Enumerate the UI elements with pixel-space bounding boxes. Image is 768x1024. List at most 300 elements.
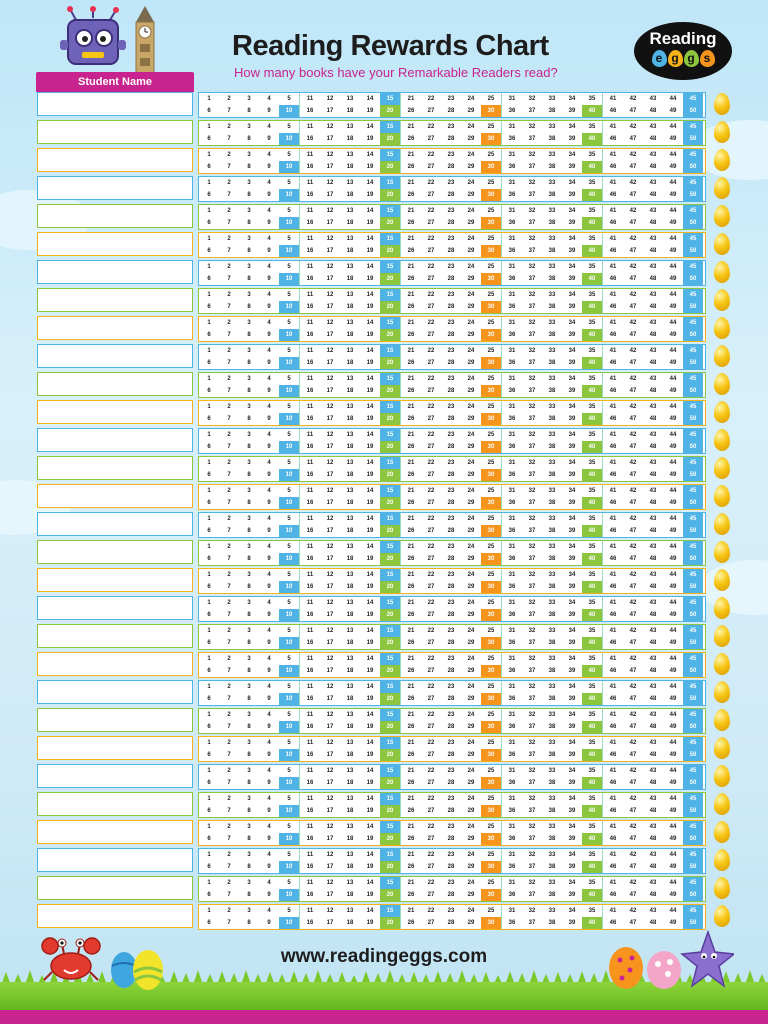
tally-cell[interactable]: 50 xyxy=(683,525,703,537)
tally-cell[interactable]: 22 xyxy=(427,320,435,326)
tally-cell[interactable]: 10 xyxy=(279,329,299,341)
tally-cell[interactable]: 39 xyxy=(568,136,576,142)
tally-cell[interactable]: 23 xyxy=(447,908,455,914)
tally-cell[interactable]: 7 xyxy=(227,696,231,702)
tally-cell[interactable]: 43 xyxy=(649,96,657,102)
tally-cell[interactable]: 11 xyxy=(306,712,314,718)
tally-cell[interactable]: 24 xyxy=(467,488,475,494)
tally-cell[interactable]: 20 xyxy=(380,273,400,285)
tally-cell[interactable]: 6 xyxy=(207,388,211,394)
tally-cell[interactable]: 38 xyxy=(548,360,556,366)
tally-cell[interactable]: 8 xyxy=(247,584,251,590)
tally-cell[interactable]: 11 xyxy=(306,348,314,354)
tally-cell[interactable]: 41 xyxy=(609,656,617,662)
tally-cell[interactable]: 31 xyxy=(508,292,516,298)
tally-cell[interactable]: 4 xyxy=(267,124,271,130)
tally-cell[interactable]: 36 xyxy=(508,584,516,590)
tally-cell[interactable]: 8 xyxy=(247,360,251,366)
tally-cell[interactable]: 10 xyxy=(279,469,299,481)
tally-cell[interactable]: 29 xyxy=(467,388,475,394)
tally-cell[interactable]: 4 xyxy=(267,488,271,494)
tally-cell[interactable]: 24 xyxy=(467,292,475,298)
tally-cell[interactable]: 24 xyxy=(467,880,475,886)
tally-cell[interactable]: 43 xyxy=(649,880,657,886)
tally-cell[interactable]: 2 xyxy=(227,236,231,242)
tally-cell[interactable]: 31 xyxy=(508,180,516,186)
tally-cell[interactable]: 33 xyxy=(548,460,556,466)
tally-cell[interactable]: 7 xyxy=(227,192,231,198)
tally-cell[interactable]: 26 xyxy=(407,892,415,898)
tally-cell[interactable]: 1 xyxy=(207,152,211,158)
tally-cell[interactable]: 50 xyxy=(683,553,703,565)
tally-cell[interactable]: 20 xyxy=(380,217,400,229)
tally-cell[interactable]: 41 xyxy=(609,572,617,578)
tally-cell[interactable]: 24 xyxy=(467,432,475,438)
tally-cell[interactable]: 14 xyxy=(366,348,374,354)
tally-cell[interactable]: 40 xyxy=(582,357,602,369)
tally-cell[interactable]: 2 xyxy=(227,544,231,550)
tally-cell[interactable]: 30 xyxy=(481,441,501,453)
tally-cell[interactable]: 19 xyxy=(366,416,374,422)
tally-cell[interactable]: 3 xyxy=(247,740,251,746)
tally-cell[interactable]: 46 xyxy=(609,164,617,170)
tally-cell[interactable]: 26 xyxy=(407,556,415,562)
tally-cell[interactable]: 2 xyxy=(227,768,231,774)
tally-cell[interactable]: 21 xyxy=(407,348,415,354)
tally-cell[interactable]: 1 xyxy=(207,124,211,130)
tally-cell[interactable]: 22 xyxy=(427,152,435,158)
tally-cell[interactable]: 24 xyxy=(467,208,475,214)
tally-cell[interactable]: 22 xyxy=(427,656,435,662)
tally-cell[interactable]: 39 xyxy=(568,332,576,338)
tally-cell[interactable]: 20 xyxy=(380,693,400,705)
tally-cell[interactable]: 2 xyxy=(227,348,231,354)
tally-cell[interactable]: 49 xyxy=(669,584,677,590)
tally-cell[interactable]: 23 xyxy=(447,124,455,130)
tally-cell[interactable]: 11 xyxy=(306,96,314,102)
tally-cell[interactable]: 20 xyxy=(380,497,400,509)
tally-cell[interactable]: 7 xyxy=(227,444,231,450)
tally-cell[interactable]: 5 xyxy=(287,656,291,662)
tally-cell[interactable]: 12 xyxy=(326,516,334,522)
tally-cell[interactable]: 34 xyxy=(568,796,576,802)
tally-cell[interactable]: 36 xyxy=(508,164,516,170)
tally-cell[interactable]: 29 xyxy=(467,780,475,786)
tally-cell[interactable]: 30 xyxy=(481,861,501,873)
tally-cell[interactable]: 7 xyxy=(227,584,231,590)
tally-cell[interactable]: 23 xyxy=(447,376,455,382)
tally-cell[interactable]: 26 xyxy=(407,640,415,646)
tally-cell[interactable]: 46 xyxy=(609,892,617,898)
tally-cell[interactable]: 33 xyxy=(548,516,556,522)
tally-cell[interactable]: 45 xyxy=(683,485,703,497)
tally-cell[interactable]: 41 xyxy=(609,488,617,494)
tally-cell[interactable]: 21 xyxy=(407,460,415,466)
tally-cell[interactable]: 41 xyxy=(609,740,617,746)
tally-cell[interactable]: 43 xyxy=(649,544,657,550)
tally-cell[interactable]: 31 xyxy=(508,908,516,914)
tally-cell[interactable]: 44 xyxy=(669,572,677,578)
tally-cell[interactable]: 12 xyxy=(326,572,334,578)
tally-cell[interactable]: 14 xyxy=(366,628,374,634)
tally-cell[interactable]: 26 xyxy=(407,164,415,170)
tally-cell[interactable]: 25 xyxy=(487,348,495,354)
tally-cell[interactable]: 33 xyxy=(548,376,556,382)
tally-cell[interactable]: 48 xyxy=(649,248,657,254)
tally-cell[interactable]: 45 xyxy=(683,373,703,385)
tally-cell[interactable]: 24 xyxy=(467,236,475,242)
tally-cell[interactable]: 38 xyxy=(548,724,556,730)
tally-cell[interactable]: 49 xyxy=(669,780,677,786)
tally-cell[interactable]: 50 xyxy=(683,693,703,705)
tally-cell[interactable]: 32 xyxy=(528,740,536,746)
tally-cell[interactable]: 19 xyxy=(366,892,374,898)
tally-cell[interactable]: 15 xyxy=(380,513,400,525)
tally-cell[interactable]: 20 xyxy=(380,861,400,873)
tally-cell[interactable]: 13 xyxy=(346,488,354,494)
tally-cell[interactable]: 3 xyxy=(247,208,251,214)
tally-cell[interactable]: 47 xyxy=(629,444,637,450)
tally-cell[interactable]: 33 xyxy=(548,880,556,886)
tally-cell[interactable]: 20 xyxy=(380,553,400,565)
tally-cell[interactable]: 43 xyxy=(649,264,657,270)
tally-cell[interactable]: 6 xyxy=(207,220,211,226)
tally-cell[interactable]: 31 xyxy=(508,320,516,326)
tally-cell[interactable]: 15 xyxy=(380,429,400,441)
tally-cell[interactable]: 13 xyxy=(346,208,354,214)
tally-cell[interactable]: 1 xyxy=(207,376,211,382)
tally-cell[interactable]: 49 xyxy=(669,304,677,310)
tally-cell[interactable]: 42 xyxy=(629,544,637,550)
tally-cell[interactable]: 29 xyxy=(467,752,475,758)
tally-cell[interactable]: 46 xyxy=(609,220,617,226)
tally-cell[interactable]: 29 xyxy=(467,724,475,730)
tally-cell[interactable]: 19 xyxy=(366,500,374,506)
tally-cell[interactable]: 49 xyxy=(669,192,677,198)
tally-cell[interactable]: 27 xyxy=(427,864,435,870)
tally-cell[interactable]: 8 xyxy=(247,920,251,926)
tally-cell[interactable]: 27 xyxy=(427,612,435,618)
tally-cell[interactable]: 17 xyxy=(326,416,334,422)
tally-cell[interactable]: 13 xyxy=(346,264,354,270)
tally-cell[interactable]: 36 xyxy=(508,220,516,226)
tally-cell[interactable]: 19 xyxy=(366,556,374,562)
tally-cell[interactable]: 41 xyxy=(609,180,617,186)
tally-cell[interactable]: 13 xyxy=(346,320,354,326)
student-name-field[interactable] xyxy=(37,680,193,704)
tally-cell[interactable]: 1 xyxy=(207,264,211,270)
tally-cell[interactable]: 6 xyxy=(207,332,211,338)
tally-cell[interactable]: 2 xyxy=(227,264,231,270)
tally-cell[interactable]: 36 xyxy=(508,724,516,730)
tally-cell[interactable]: 17 xyxy=(326,388,334,394)
tally-cell[interactable]: 35 xyxy=(588,600,596,606)
tally-cell[interactable]: 6 xyxy=(207,696,211,702)
tally-cell[interactable]: 44 xyxy=(669,628,677,634)
tally-cell[interactable]: 32 xyxy=(528,572,536,578)
tally-cell[interactable]: 45 xyxy=(683,653,703,665)
tally-cell[interactable]: 46 xyxy=(609,864,617,870)
student-name-field[interactable] xyxy=(37,428,193,452)
tally-cell[interactable]: 6 xyxy=(207,612,211,618)
tally-cell[interactable]: 37 xyxy=(528,164,536,170)
tally-cell[interactable]: 47 xyxy=(629,724,637,730)
tally-cell[interactable]: 17 xyxy=(326,276,334,282)
tally-cell[interactable]: 31 xyxy=(508,152,516,158)
tally-cell[interactable]: 15 xyxy=(380,877,400,889)
tally-cell[interactable]: 8 xyxy=(247,892,251,898)
tally-cell[interactable]: 28 xyxy=(447,668,455,674)
tally-cell[interactable]: 18 xyxy=(346,248,354,254)
tally-cell[interactable]: 48 xyxy=(649,472,657,478)
tally-cell[interactable]: 26 xyxy=(407,472,415,478)
tally-cell[interactable]: 42 xyxy=(629,656,637,662)
tally-cell[interactable]: 21 xyxy=(407,264,415,270)
tally-cell[interactable]: 35 xyxy=(588,404,596,410)
tally-cell[interactable]: 17 xyxy=(326,304,334,310)
tally-cell[interactable]: 31 xyxy=(508,628,516,634)
tally-cell[interactable]: 19 xyxy=(366,696,374,702)
tally-cell[interactable]: 43 xyxy=(649,488,657,494)
tally-cell[interactable]: 4 xyxy=(267,684,271,690)
tally-cell[interactable]: 48 xyxy=(649,192,657,198)
tally-cell[interactable]: 38 xyxy=(548,808,556,814)
tally-cell[interactable]: 46 xyxy=(609,584,617,590)
tally-cell[interactable]: 5 xyxy=(287,180,291,186)
tally-cell[interactable]: 5 xyxy=(287,404,291,410)
tally-cell[interactable]: 40 xyxy=(582,497,602,509)
tally-cell[interactable]: 3 xyxy=(247,180,251,186)
tally-cell[interactable]: 10 xyxy=(279,525,299,537)
tally-cell[interactable]: 17 xyxy=(326,640,334,646)
tally-cell[interactable]: 47 xyxy=(629,612,637,618)
tally-cell[interactable]: 37 xyxy=(528,360,536,366)
tally-cell[interactable]: 11 xyxy=(306,544,314,550)
tally-cell[interactable]: 7 xyxy=(227,780,231,786)
tally-cell[interactable]: 20 xyxy=(380,889,400,901)
tally-cell[interactable]: 16 xyxy=(306,108,314,114)
tally-cell[interactable]: 7 xyxy=(227,668,231,674)
tally-cell[interactable]: 18 xyxy=(346,192,354,198)
tally-cell[interactable]: 21 xyxy=(407,852,415,858)
tally-cell[interactable]: 50 xyxy=(683,189,703,201)
tally-cell[interactable]: 16 xyxy=(306,248,314,254)
tally-cell[interactable]: 49 xyxy=(669,276,677,282)
tally-cell[interactable]: 2 xyxy=(227,572,231,578)
tally-cell[interactable]: 38 xyxy=(548,388,556,394)
tally-cell[interactable]: 19 xyxy=(366,248,374,254)
tally-cell[interactable]: 21 xyxy=(407,824,415,830)
tally-cell[interactable]: 14 xyxy=(366,180,374,186)
tally-cell[interactable]: 14 xyxy=(366,684,374,690)
tally-cell[interactable]: 32 xyxy=(528,292,536,298)
tally-cell[interactable]: 15 xyxy=(380,373,400,385)
tally-cell[interactable]: 46 xyxy=(609,528,617,534)
tally-cell[interactable]: 42 xyxy=(629,320,637,326)
tally-cell[interactable]: 38 xyxy=(548,164,556,170)
tally-cell[interactable]: 45 xyxy=(683,541,703,553)
tally-cell[interactable]: 46 xyxy=(609,836,617,842)
tally-cell[interactable]: 20 xyxy=(380,357,400,369)
tally-cell[interactable]: 22 xyxy=(427,684,435,690)
tally-cell[interactable]: 4 xyxy=(267,656,271,662)
tally-cell[interactable]: 47 xyxy=(629,528,637,534)
tally-cell[interactable]: 3 xyxy=(247,376,251,382)
tally-cell[interactable]: 32 xyxy=(528,264,536,270)
tally-cell[interactable]: 50 xyxy=(683,217,703,229)
tally-cell[interactable]: 8 xyxy=(247,836,251,842)
tally-cell[interactable]: 36 xyxy=(508,892,516,898)
tally-cell[interactable]: 46 xyxy=(609,360,617,366)
tally-cell[interactable]: 18 xyxy=(346,584,354,590)
tally-cell[interactable]: 17 xyxy=(326,808,334,814)
tally-cell[interactable]: 24 xyxy=(467,96,475,102)
tally-cell[interactable]: 44 xyxy=(669,292,677,298)
tally-cell[interactable]: 30 xyxy=(481,469,501,481)
tally-cell[interactable]: 39 xyxy=(568,528,576,534)
tally-cell[interactable]: 13 xyxy=(346,684,354,690)
tally-cell[interactable]: 49 xyxy=(669,752,677,758)
tally-cell[interactable]: 7 xyxy=(227,864,231,870)
tally-cell[interactable]: 48 xyxy=(649,444,657,450)
tally-cell[interactable]: 47 xyxy=(629,192,637,198)
tally-cell[interactable]: 49 xyxy=(669,360,677,366)
tally-cell[interactable]: 9 xyxy=(267,836,271,842)
tally-cell[interactable]: 35 xyxy=(588,208,596,214)
tally-cell[interactable]: 49 xyxy=(669,164,677,170)
tally-cell[interactable]: 7 xyxy=(227,612,231,618)
tally-cell[interactable]: 26 xyxy=(407,332,415,338)
tally-cell[interactable]: 34 xyxy=(568,712,576,718)
tally-cell[interactable]: 28 xyxy=(447,724,455,730)
tally-cell[interactable]: 32 xyxy=(528,152,536,158)
tally-cell[interactable]: 18 xyxy=(346,388,354,394)
tally-cell[interactable]: 4 xyxy=(267,880,271,886)
tally-cell[interactable]: 26 xyxy=(407,584,415,590)
tally-cell[interactable]: 20 xyxy=(380,665,400,677)
tally-cell[interactable]: 35 xyxy=(588,516,596,522)
tally-cell[interactable]: 37 xyxy=(528,696,536,702)
tally-cell[interactable]: 8 xyxy=(247,304,251,310)
tally-cell[interactable]: 35 xyxy=(588,236,596,242)
tally-cell[interactable]: 1 xyxy=(207,600,211,606)
tally-cell[interactable]: 34 xyxy=(568,824,576,830)
tally-cell[interactable]: 8 xyxy=(247,668,251,674)
tally-cell[interactable]: 47 xyxy=(629,836,637,842)
tally-cell[interactable]: 12 xyxy=(326,628,334,634)
tally-cell[interactable]: 34 xyxy=(568,544,576,550)
tally-cell[interactable]: 17 xyxy=(326,892,334,898)
tally-cell[interactable]: 46 xyxy=(609,304,617,310)
tally-cell[interactable]: 48 xyxy=(649,724,657,730)
tally-cell[interactable]: 48 xyxy=(649,304,657,310)
tally-cell[interactable]: 40 xyxy=(582,777,602,789)
tally-cell[interactable]: 49 xyxy=(669,668,677,674)
tally-cell[interactable]: 22 xyxy=(427,236,435,242)
tally-cell[interactable]: 18 xyxy=(346,304,354,310)
tally-cell[interactable]: 18 xyxy=(346,220,354,226)
tally-cell[interactable]: 16 xyxy=(306,696,314,702)
tally-cell[interactable]: 36 xyxy=(508,388,516,394)
tally-cell[interactable]: 11 xyxy=(306,628,314,634)
tally-cell[interactable]: 17 xyxy=(326,920,334,926)
tally-cell[interactable]: 14 xyxy=(366,600,374,606)
tally-cell[interactable]: 21 xyxy=(407,768,415,774)
tally-cell[interactable]: 13 xyxy=(346,516,354,522)
tally-cell[interactable]: 8 xyxy=(247,500,251,506)
tally-cell[interactable]: 6 xyxy=(207,360,211,366)
tally-cell[interactable]: 27 xyxy=(427,164,435,170)
tally-cell[interactable]: 1 xyxy=(207,236,211,242)
tally-cell[interactable]: 38 xyxy=(548,416,556,422)
tally-cell[interactable]: 16 xyxy=(306,332,314,338)
tally-cell[interactable]: 33 xyxy=(548,572,556,578)
tally-cell[interactable]: 16 xyxy=(306,556,314,562)
tally-cell[interactable]: 8 xyxy=(247,864,251,870)
tally-cell[interactable]: 44 xyxy=(669,516,677,522)
tally-cell[interactable]: 26 xyxy=(407,668,415,674)
tally-cell[interactable]: 29 xyxy=(467,192,475,198)
tally-cell[interactable]: 48 xyxy=(649,556,657,562)
tally-cell[interactable]: 38 xyxy=(548,780,556,786)
tally-cell[interactable]: 47 xyxy=(629,416,637,422)
tally-cell[interactable]: 13 xyxy=(346,432,354,438)
student-name-field[interactable] xyxy=(37,596,193,620)
tally-cell[interactable]: 32 xyxy=(528,516,536,522)
tally-cell[interactable]: 6 xyxy=(207,724,211,730)
tally-cell[interactable]: 42 xyxy=(629,880,637,886)
tally-cell[interactable]: 41 xyxy=(609,208,617,214)
tally-cell[interactable]: 19 xyxy=(366,584,374,590)
tally-cell[interactable]: 7 xyxy=(227,528,231,534)
tally-cell[interactable]: 42 xyxy=(629,684,637,690)
tally-cell[interactable]: 25 xyxy=(487,292,495,298)
tally-cell[interactable]: 15 xyxy=(380,541,400,553)
tally-cell[interactable]: 12 xyxy=(326,768,334,774)
tally-cell[interactable]: 45 xyxy=(683,709,703,721)
tally-cell[interactable]: 21 xyxy=(407,404,415,410)
tally-cell[interactable]: 28 xyxy=(447,584,455,590)
tally-cell[interactable]: 46 xyxy=(609,500,617,506)
tally-cell[interactable]: 32 xyxy=(528,796,536,802)
tally-cell[interactable]: 44 xyxy=(669,824,677,830)
tally-cell[interactable]: 44 xyxy=(669,96,677,102)
tally-cell[interactable]: 11 xyxy=(306,432,314,438)
tally-cell[interactable]: 29 xyxy=(467,304,475,310)
tally-cell[interactable]: 12 xyxy=(326,684,334,690)
tally-cell[interactable]: 34 xyxy=(568,320,576,326)
tally-cell[interactable]: 27 xyxy=(427,528,435,534)
tally-cell[interactable]: 48 xyxy=(649,332,657,338)
tally-cell[interactable]: 26 xyxy=(407,444,415,450)
tally-cell[interactable]: 44 xyxy=(669,684,677,690)
tally-cell[interactable]: 30 xyxy=(481,133,501,145)
tally-cell[interactable]: 18 xyxy=(346,668,354,674)
tally-cell[interactable]: 47 xyxy=(629,864,637,870)
tally-cell[interactable]: 36 xyxy=(508,108,516,114)
tally-cell[interactable]: 31 xyxy=(508,404,516,410)
tally-cell[interactable]: 16 xyxy=(306,136,314,142)
tally-cell[interactable]: 3 xyxy=(247,908,251,914)
tally-cell[interactable]: 50 xyxy=(683,441,703,453)
tally-cell[interactable]: 43 xyxy=(649,460,657,466)
tally-cell[interactable]: 41 xyxy=(609,404,617,410)
tally-cell[interactable]: 39 xyxy=(568,752,576,758)
tally-cell[interactable]: 45 xyxy=(683,149,703,161)
tally-cell[interactable]: 1 xyxy=(207,320,211,326)
tally-cell[interactable]: 37 xyxy=(528,192,536,198)
tally-cell[interactable]: 20 xyxy=(380,413,400,425)
